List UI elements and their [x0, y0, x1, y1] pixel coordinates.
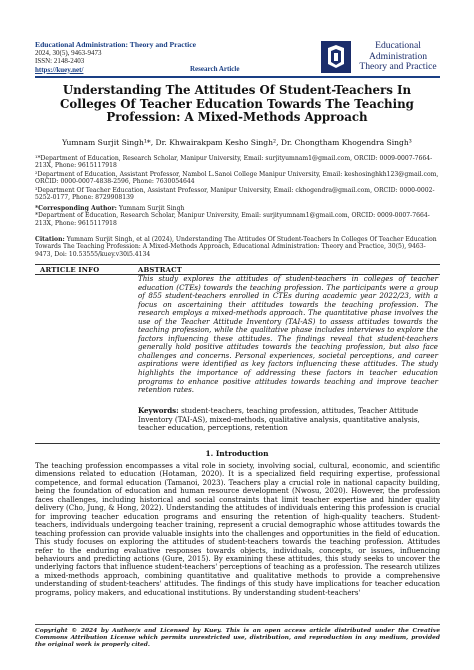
- citation-text: Yumnam Surjit Singh, et al (2024), Understanding The Attitudes Of Student-Teachers In Colleges Of Teacher Education Towards The Teaching Profession: A Mixed-Methods Approach, Educational Administration: Theory and Practice, 30(5), 9463-9473, Doi: 10.53555/kuey.v30i5.4134: [35, 236, 437, 258]
- logo-line: Theory and Practice: [359, 61, 437, 72]
- corresponding-details: *Department of Education, Research Scholar, Manipur University, Email: surjityumnam1@gmail.com, ORCID: 0009-0007-7664-213X, Phone: 9615117918: [35, 212, 430, 227]
- affiliation-item: ¹*Department of Education, Research Scholar, Manipur University, Email: surjityumnam1@gmail.com, ORCID: 0009-0007-7664-213X, Phone: 9615117918: [35, 155, 433, 170]
- author-list: Yumnam Surjit Singh¹*, Dr. Khwairakpam Kesho Singh², Dr. Chongtham Khogendra Singh³: [62, 138, 412, 147]
- journal-logo-icon: [320, 40, 352, 74]
- affiliations: [35, 155, 441, 203]
- journal-logo: [320, 40, 440, 76]
- article-title: Understanding The Attitudes Of Student-Teachers In Colleges Of Teacher Education Towards The Teaching Profession: A Mixed-Methods Approach: [60, 83, 414, 125]
- corresponding-author: [35, 205, 441, 227]
- corresponding-name: Yumnam Surjit Singh: [118, 205, 185, 212]
- affiliation-item: ²Department of Education, Assistant Professor, Nambol L.Sanoi College Manipur University, Email: keshosinghkh123@gmail.com, ORCID: 0000-0007-4838-2596, Phone: 7630054644: [35, 171, 439, 186]
- logo-line: Educational: [375, 40, 421, 51]
- abstract-text: This study explores the attitudes of student-teachers in colleges of teacher education (CTEs) towards the teaching profession. The participants were a group of 855 student-teachers enrolled in CTEs during academic year 2022/23, with a focus on ascertaining their attitudes towards the teaching profession. The research employs a mixed-methods approach. The quantitative phase involves the use of the Teacher Attitude Inventory (TAI-AS) to assess attitudes towards the teaching profession, while the qualitative phase includes interviews to explore the factors influencing these attitudes. The findings reveal that student-teachers generally hold positive attitudes towards the teaching profession, but also face challenges and concerns. Personal experiences, societal perceptions, and career aspirations were identified as key factors influencing these attitudes. The study highlights the importance of addressing these factors in teacher education programs to enhance positive attitudes towards teaching and improve teacher retention rates.: [138, 274, 438, 395]
- keywords-label: Keywords:: [138, 406, 179, 415]
- logo-line: Administration: [368, 50, 428, 62]
- issn: ISSN: 2148-2403: [35, 57, 85, 66]
- copyright-footer: Copyright © 2024 by Author/s and Licensed by Kuey. This is an open access article distributed under the Creative Commons Attribution License which permits unrestricted use, distribution, and reproduction in any medium, provided the original work is properly cited.: [35, 627, 440, 649]
- citation-label: Citation:: [35, 236, 65, 243]
- abstract-heading: ABSTRACT: [138, 266, 182, 274]
- logo-text: [353, 41, 443, 73]
- keywords-text: student-teachers, teaching profession, attitudes, Teacher Attitude Inventory (TAI-AS), mixed-methods, qualitative analysis, quantitative analysis, teacher education, perceptions, retention: [138, 406, 420, 433]
- journal-name: Educational Administration: Theory and Practice: [35, 40, 197, 49]
- box-bottom-rule: [35, 443, 440, 444]
- box-top-rule: [35, 264, 440, 265]
- affiliation-item: ³Department Of Teacher Education, Assistant Professor, Manipur University, Email: ckhogendra@gmail.com, ORCID: 0000-0002-5252-0177, Phone: 8729908139: [35, 187, 435, 202]
- introduction-text: The teaching profession encompasses a vital role in society, involving social, cultural, economic, and scientific dimensions related to education (Hotaman, 2020). It is a specialized field requiring expertise, professional competence, and formal education (Tamanoi, 2023). Teachers play a crucial role in national capacity building, being the foundation of education and human resource development (Nwosu, 2020). However, the profession faces challenges, including historical and social constraints that limit teacher expertise and hinder quality delivery (Cho, Jung, & Hong, 2022). Understanding the attitudes of individuals entering this profession is crucial for improving teacher education programs and ensuring the retention of high-quality teachers. Student-teachers, individuals undergoing teacher training, represent a crucial demographic whose attitudes towards the teaching profession can provide valuable insights into the challenges and opportunities in the field of education. This study focuses on exploring the attitudes of student-teachers towards the teaching profession. Attitudes refer to the enduring evaluative responses towards objects, individuals, concepts, or issues, influencing behaviours and predicting actions (Gure, 2015). By examining these attitudes, this study seeks to uncover the underlying factors that influence student-teachers' perceptions of teaching as a profession. The research utilizes a mixed-methods approach, combining quantitative and qualitative methods to provide a comprehensive understanding of student-teachers' attitudes. The findings of this study have implications for teacher education programs, policy makers, and educational institutions. By understanding student-teachers': [35, 461, 440, 597]
- article-info-heading: ARTICLE INFO: [40, 266, 100, 274]
- footer-divider: [35, 624, 440, 625]
- volume-info: 2024, 30(5), 9463-9473: [35, 49, 102, 57]
- keywords: [138, 407, 438, 433]
- corresponding-label: *Corresponding Author:: [35, 205, 117, 212]
- section-heading: 1. Introduction: [205, 449, 269, 458]
- article-type: Research Article: [190, 65, 240, 73]
- citation-block: [35, 236, 441, 258]
- journal-url-link[interactable]: https://kuey.net/: [35, 65, 84, 74]
- header-divider: [35, 76, 440, 78]
